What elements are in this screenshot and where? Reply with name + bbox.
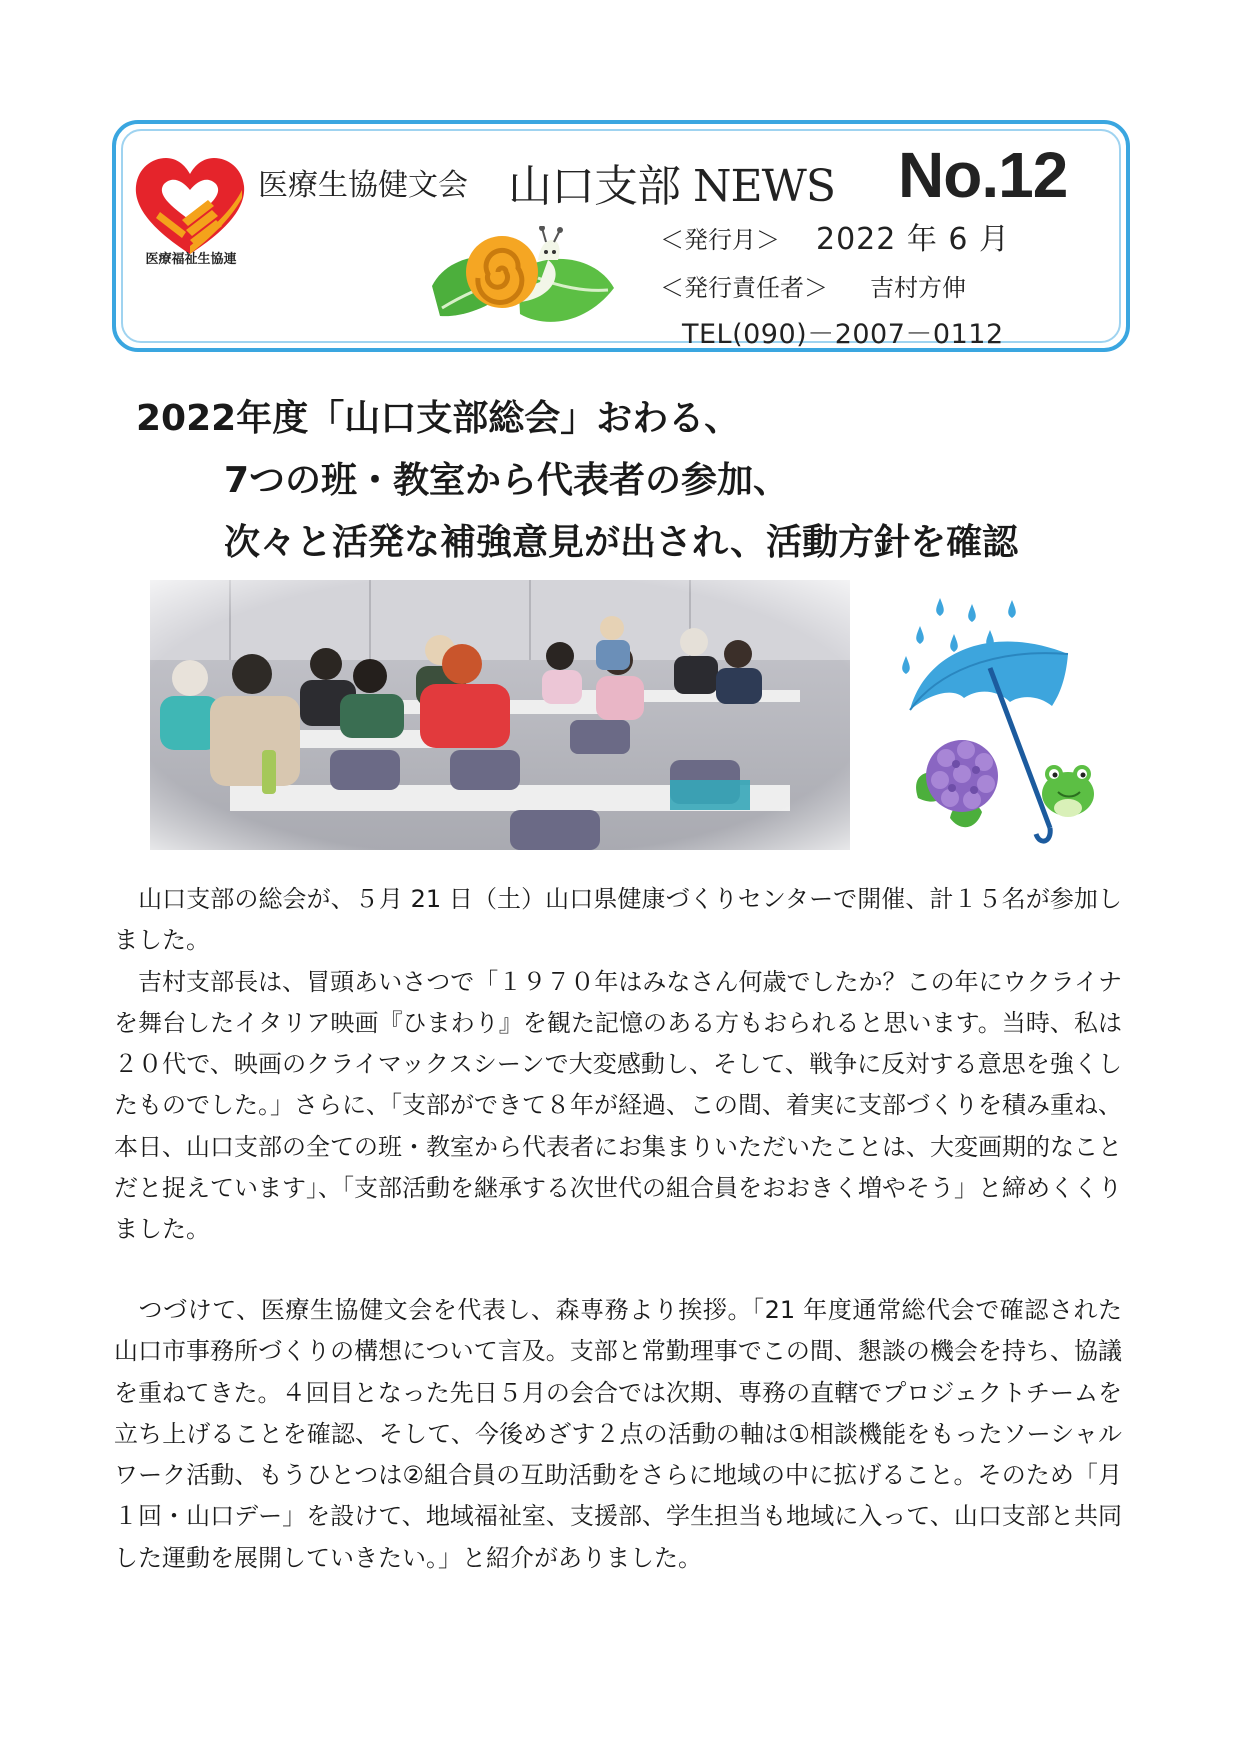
paragraph-line: つづけて、医療生協健文会を代表し、森専務より挨拶。「21 年度通常総代会で確認された山口市事務所づくりの構想について言及。支部と常勤理事でこの間、懇談の機会を持ち、協議を重ねてきた。４回目となった先日５月の会合では次期、専務の直轄でプロジェクトチームを立ち上げることを確認、そして、今後めざす２点の活動の軸は①相談機能をもったソーシャルワーク活動、もうひとつは②組合員の互助活動をさらに地域の中に拡げること。そのため「月１回・山口デー」を設けて、地域福祉室、支援部、学生担当も地域に入って、山口支部と共同した運動を展開していきたい。」と紹介がありました。 — [114, 1296, 1122, 1572]
headline-line-1: 2022年度「山口支部総会」おわる、 — [136, 398, 741, 439]
umbrella-hydrangea-frog-icon — [890, 598, 1110, 848]
issue-number: No.12 — [898, 139, 1068, 211]
paragraph-line: 山口支部の総会が、５月 21 日（土）山口県健康づくりセンターで開催、計１５名が参加しました。 — [114, 885, 1122, 955]
issue-date-label: ＜発行月＞ — [660, 226, 780, 254]
snail-on-leaf-icon — [428, 226, 618, 338]
publisher-label: ＜発行責任者＞ — [660, 274, 828, 302]
headline-line-3: 次々と活発な補強意見が出され、活動方針を確認 — [224, 522, 1019, 563]
publisher-name: 吉村方伸 — [870, 274, 966, 302]
issue-date: 2022 年 6 月 — [816, 222, 1011, 257]
paragraph-line: 吉村支部長は、冒頭あいさつで「１９７０年はみなさん何歳でしたか？この年にウクライナを舞台したイタリア映画『ひまわり』を観た記憶のある方もおられると思います。当時、私は２０代で、映画のクライマックスシーンで大変感動し、そして、戦争に反対する意思を強くしたものでした。」さらに、「支部ができて８年が経過、この間、着実に支部づくりを積み重ね、本日、山口支部の全ての班・教室から代表者にお集まりいただいたことは、大変画期的なことだと捉えています」、「支部活動を継承する次世代の組合員をおおきく増やそう」と締めくくりました。 — [114, 967, 1122, 1244]
article-paragraph-1 — [114, 879, 1122, 1251]
logo-caption: 医療福祉生協連 — [145, 252, 237, 267]
phone-number: TEL(090)－2007－0112 — [682, 319, 1004, 350]
org-name: 医療生協健文会 — [258, 168, 468, 203]
meeting-photo — [150, 580, 850, 850]
newsletter-title: 山口支部 NEWS — [508, 161, 835, 212]
headline-line-2: 7つの班・教室から代表者の参加、 — [224, 460, 790, 501]
article-paragraph-2 — [114, 1290, 1122, 1579]
